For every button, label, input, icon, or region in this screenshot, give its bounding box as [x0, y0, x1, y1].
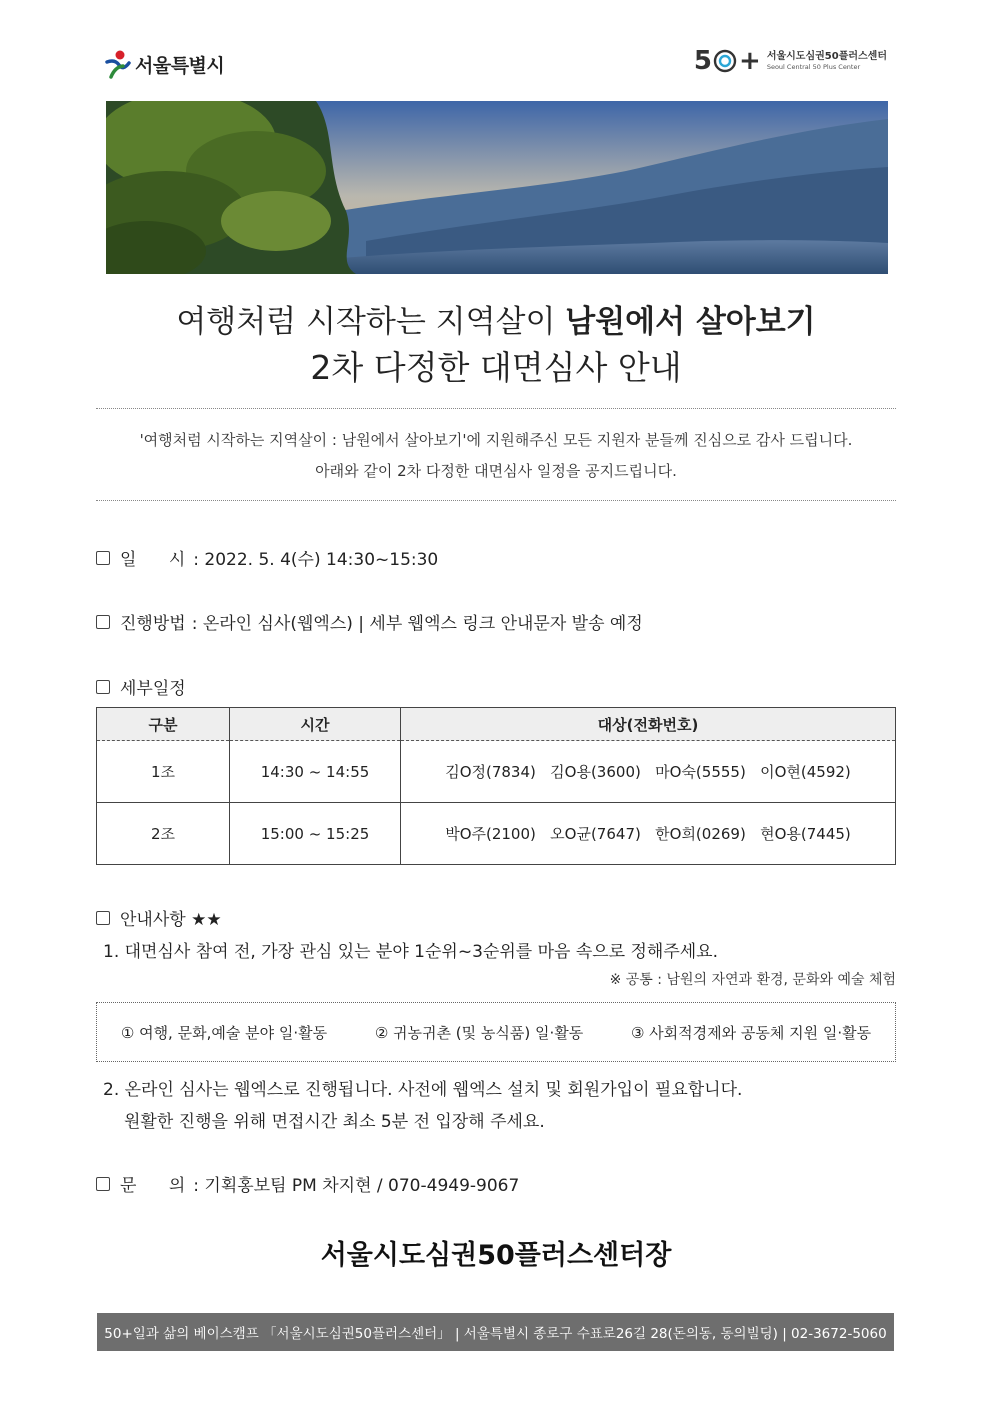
notice-item1: 1. 대면심사 참여 전, 가장 관심 있는 분야 1순위~3순위를 마음 속으로 정해주세요.	[103, 942, 719, 962]
table-cell-group: 2조	[97, 803, 230, 865]
checkbox-square-icon	[96, 680, 110, 694]
page-title-line2: 2차 다정한 대면심사 안내	[310, 348, 682, 387]
field-option-3: ③ 사회적경제와 공동체 지원 일·활동	[630, 1023, 872, 1042]
contact-label: 문 의	[120, 1176, 186, 1196]
notice-label: 안내사항 ★★	[120, 910, 222, 930]
contact-value: : 기획홍보팀 PM 차지현 / 070-4949-9067	[193, 1176, 520, 1196]
divider-bottom	[96, 500, 896, 501]
schedule-label: 세부일정	[120, 679, 186, 699]
table-cell-time: 14:30 ~ 14:55	[230, 741, 401, 803]
table-header-cell: 구분	[97, 708, 230, 741]
notice-section	[96, 905, 222, 930]
center-logo	[694, 46, 887, 76]
checkbox-square-icon	[96, 551, 110, 565]
interest-fields-box	[96, 1002, 896, 1062]
divider-top	[96, 408, 896, 409]
schedule-section	[96, 674, 186, 699]
table-row	[97, 803, 896, 865]
field-option-2: ② 귀농귀촌 (및 농식품) 일·활동	[374, 1023, 584, 1042]
center-logo-name-en: Seoul Central 50 Plus Center	[766, 62, 861, 71]
table-header-cell: 시간	[230, 708, 401, 741]
notice-item2-line1: 2. 온라인 심사는 웹엑스로 진행됩니다. 사전에 웹엑스 설치 및 회원가입이 필요합니다.	[103, 1080, 743, 1100]
checkbox-square-icon	[96, 615, 110, 629]
issuing-organization: 서울시도심권50플러스센터장	[320, 1240, 672, 1271]
method-value: : 온라인 심사(웹엑스) | 세부 웹엑스 링크 안내문자 발송 예정	[191, 614, 643, 634]
checkbox-square-icon	[96, 911, 110, 925]
method-section	[96, 609, 643, 634]
center-logo-name-ko: 서울시도심권50플러스센터	[766, 50, 887, 62]
method-label: 진행방법	[120, 614, 186, 634]
table-cell-group: 1조	[97, 741, 230, 803]
center-logo-mark	[694, 46, 761, 76]
checkbox-square-icon	[96, 1177, 110, 1191]
title-line1-bold: 남원에서 살아보기	[565, 304, 816, 340]
seoul-logo-text: 서울특별시	[135, 54, 225, 77]
date-section	[96, 545, 438, 570]
table-header-cell: 대상(전화번호)	[401, 708, 896, 741]
field-option-1: ① 여행, 문화,예술 분야 일·활동	[120, 1023, 328, 1042]
plus-icon: +	[739, 46, 761, 76]
banner-image	[106, 101, 888, 274]
title-line1-normal: 여행처럼 시작하는 지역살이	[176, 304, 566, 340]
notice-item2-line2: 원활한 진행을 위해 면접시간 최소 5분 전 입장해 주세요.	[124, 1112, 545, 1132]
date-label: 일 시	[120, 550, 186, 570]
target-circle-icon	[713, 49, 737, 73]
common-note: ※ 공통 : 남원의 자연과 환경, 문화와 예술 체험	[609, 972, 896, 988]
table-row	[97, 741, 896, 803]
seoul-logo-mark-icon	[105, 49, 131, 79]
center-logo-number: 5	[693, 46, 713, 76]
intro-line2: 아래와 같이 2차 다정한 대면심사 일정을 공지드립니다.	[315, 462, 677, 480]
center-logo-names	[767, 52, 887, 71]
table-cell-targets: 김O정(7834) 김O용(3600) 마O숙(5555) 이O현(4592)	[401, 741, 896, 803]
intro-line1: '여행처럼 시작하는 지역살이 : 남원에서 살아보기'에 지원해주신 모든 지원자 분들께 진심으로 감사 드립니다.	[139, 431, 853, 449]
seoul-city-logo	[105, 48, 224, 80]
table-cell-targets: 박O주(2100) 오O균(7647) 한O희(0269) 현O용(7445)	[401, 803, 896, 865]
table-header-row	[97, 708, 896, 741]
table-cell-time: 15:00 ~ 15:25	[230, 803, 401, 865]
contact-section	[96, 1171, 519, 1196]
date-value: : 2022. 5. 4(수) 14:30~15:30	[193, 550, 439, 570]
schedule-table	[96, 707, 896, 865]
page-title-line1	[0, 296, 992, 341]
footer-info-bar: 50+일과 삶의 베이스캠프 「서울시도심권50플러스센터」 | 서울특별시 종로구 수표로26길 28(돈의동, 동의빌딩) | 02-3672-5060	[97, 1313, 894, 1351]
